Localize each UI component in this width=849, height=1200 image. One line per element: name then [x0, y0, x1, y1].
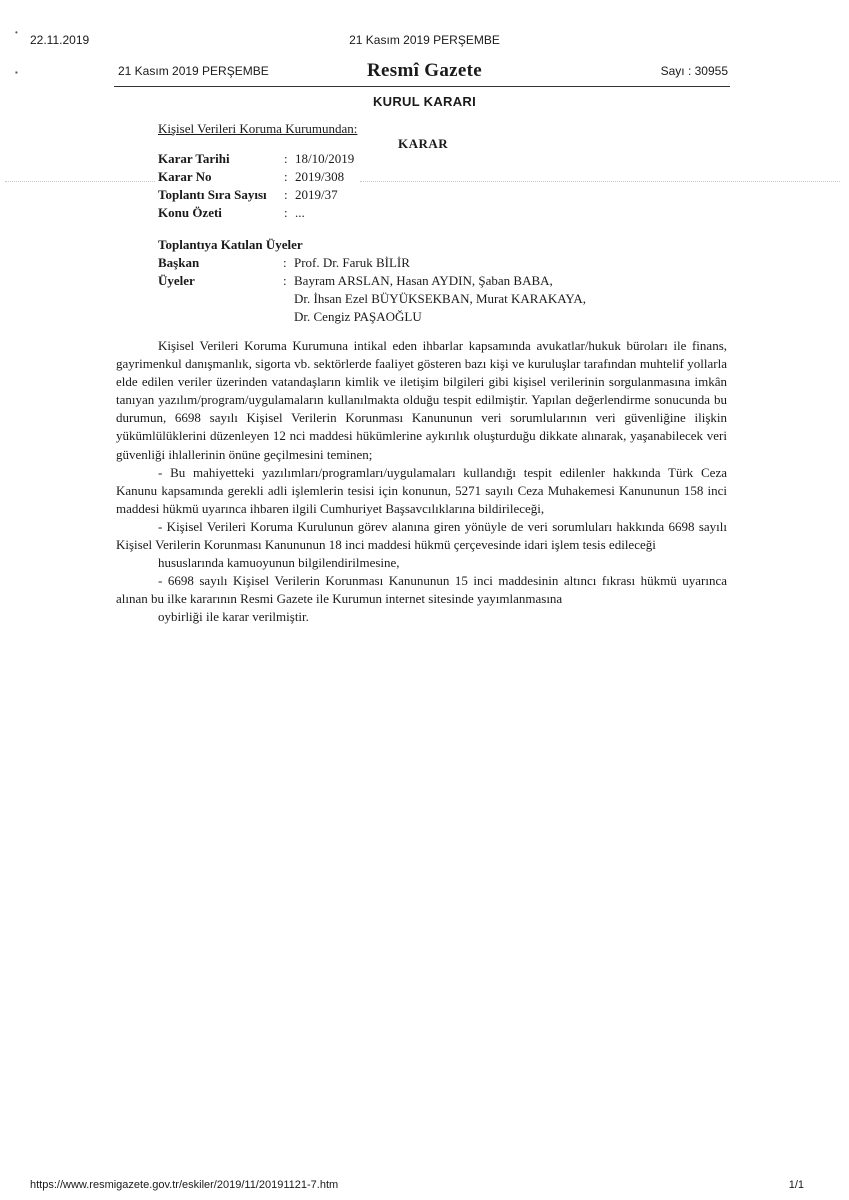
members-heading: Toplantıya Katılan Üyeler	[158, 237, 303, 252]
body-paragraph: hususlarında kamuoyunun bilgilendirilmesine,	[158, 555, 400, 571]
footer-url: https://www.resmigazete.gov.tr/eskiler/2019/11/20191121-7.htm	[30, 1179, 339, 1191]
section-title: KURUL KARARI	[372, 94, 477, 109]
body-paragraph: Kişisel Verileri Koruma Kurumuna intikal eden ihbarlar kapsamında avukatlar/hukuk büroları ile finans, gayrimenkul danışmanlık, sigorta vb. sektörlerde faaliyet gösteren bazı kişi ve kuruluşlar tarafından muhtelif yollarla elde edilen veriler üzerinden vatandaşların kimlik ve iletişim bilgileri gibi kişisel verilerinin sorgulanmasına imkân tanıyan yazılım/program/uygulamaların kullanılmakta olduğu tespit edilmiştir. Yapılan değerlendirme sonucunda bu durumun, 6698 sayılı Kişisel Verilerin Korunması Kanununun veri sorumlularının veri güvenliğine ilişkin yükümlülüklerini düzenleyen 12 nci maddesi hükümlerine aykırılık oluşturduğu dikkate alınarak, yaşanabilecek veri güvenliği ihlallerinin önüne geçilmesini teminen;	[116, 338, 727, 462]
gazette-date: 21 Kasım 2019 PERŞEMBE	[118, 64, 269, 78]
footer-page-number: 1/1	[788, 1179, 804, 1191]
body-paragraph: - Bu mahiyetteki yazılımları/programları/uygulamaları kullandığı tespit edilenler hakkında Türk Ceza Kanunu kapsamında gerekli adli işlemlerin tesisi için konunun, 5271 sayılı Ceza Muhakemesi Kanununun 158 inci maddesi hükmü uyarınca ihbaren ilgili Cumhuriyet Başsavcılıklarına bildirileceği,	[116, 464, 727, 516]
body-paragraph: - Kişisel Verileri Koruma Kurulunun görev alanına giren yönüyle de veri sorumluları hakkında 6698 sayılı Kişisel Verilerin Korunması Kanununun 18 inci maddesi hükmü çerçevesinde idari işlem tesis edileceği	[116, 518, 727, 553]
decision-heading: KARAR	[398, 136, 449, 151]
print-title: 21 Kasım 2019 PERŞEMBE	[349, 33, 500, 47]
info-label: Toplantı Sıra Sayısı	[158, 187, 267, 202]
info-colon: :	[284, 169, 288, 184]
scan-mark: ▪	[15, 68, 18, 77]
scan-artifact-line	[5, 181, 155, 182]
info-colon: :	[284, 151, 288, 166]
gazette-name: Resmî Gazete	[367, 60, 482, 81]
authority-line: Kişisel Verileri Koruma Kurumundan:	[158, 121, 358, 136]
info-value: ...	[295, 205, 305, 220]
info-label: Konu Özeti	[158, 205, 222, 220]
members-colon: :	[283, 273, 287, 288]
decision-body	[116, 337, 727, 627]
members-line: Bayram ARSLAN, Hasan AYDIN, Şaban BABA,	[294, 273, 553, 288]
info-value: 2019/37	[295, 187, 338, 202]
info-value: 18/10/2019	[295, 151, 355, 166]
info-label: Karar Tarihi	[158, 151, 230, 166]
info-colon: :	[284, 205, 288, 220]
scan-artifact-line	[360, 181, 840, 182]
members-line: Dr. Cengiz PAŞAOĞLU	[294, 309, 422, 324]
chair-label: Başkan	[158, 255, 200, 270]
print-date: 22.11.2019	[30, 33, 90, 47]
body-paragraph: oybirliği ile karar verilmiştir.	[158, 609, 309, 625]
members-label: Üyeler	[158, 273, 195, 288]
members-line: Dr. İhsan Ezel BÜYÜKSEKBAN, Murat KARAKAYA,	[294, 291, 587, 306]
info-value: 2019/308	[295, 169, 345, 184]
chair-colon: :	[283, 255, 287, 270]
gazette-issue: Sayı : 30955	[660, 64, 728, 78]
scan-mark: •	[15, 28, 18, 37]
info-colon: :	[284, 187, 288, 202]
body-paragraph: - 6698 sayılı Kişisel Verilerin Korunması Kanununun 15 inci maddesinin altıncı fıkrası hükmü uyarınca alınan bu ilke kararının Resmi Gazete ile Kurumun internet sitesinde yayımlanmasına	[116, 573, 727, 607]
chair-value: Prof. Dr. Faruk BİLİR	[294, 255, 410, 270]
info-label: Karar No	[158, 169, 212, 184]
header-divider	[114, 86, 730, 87]
